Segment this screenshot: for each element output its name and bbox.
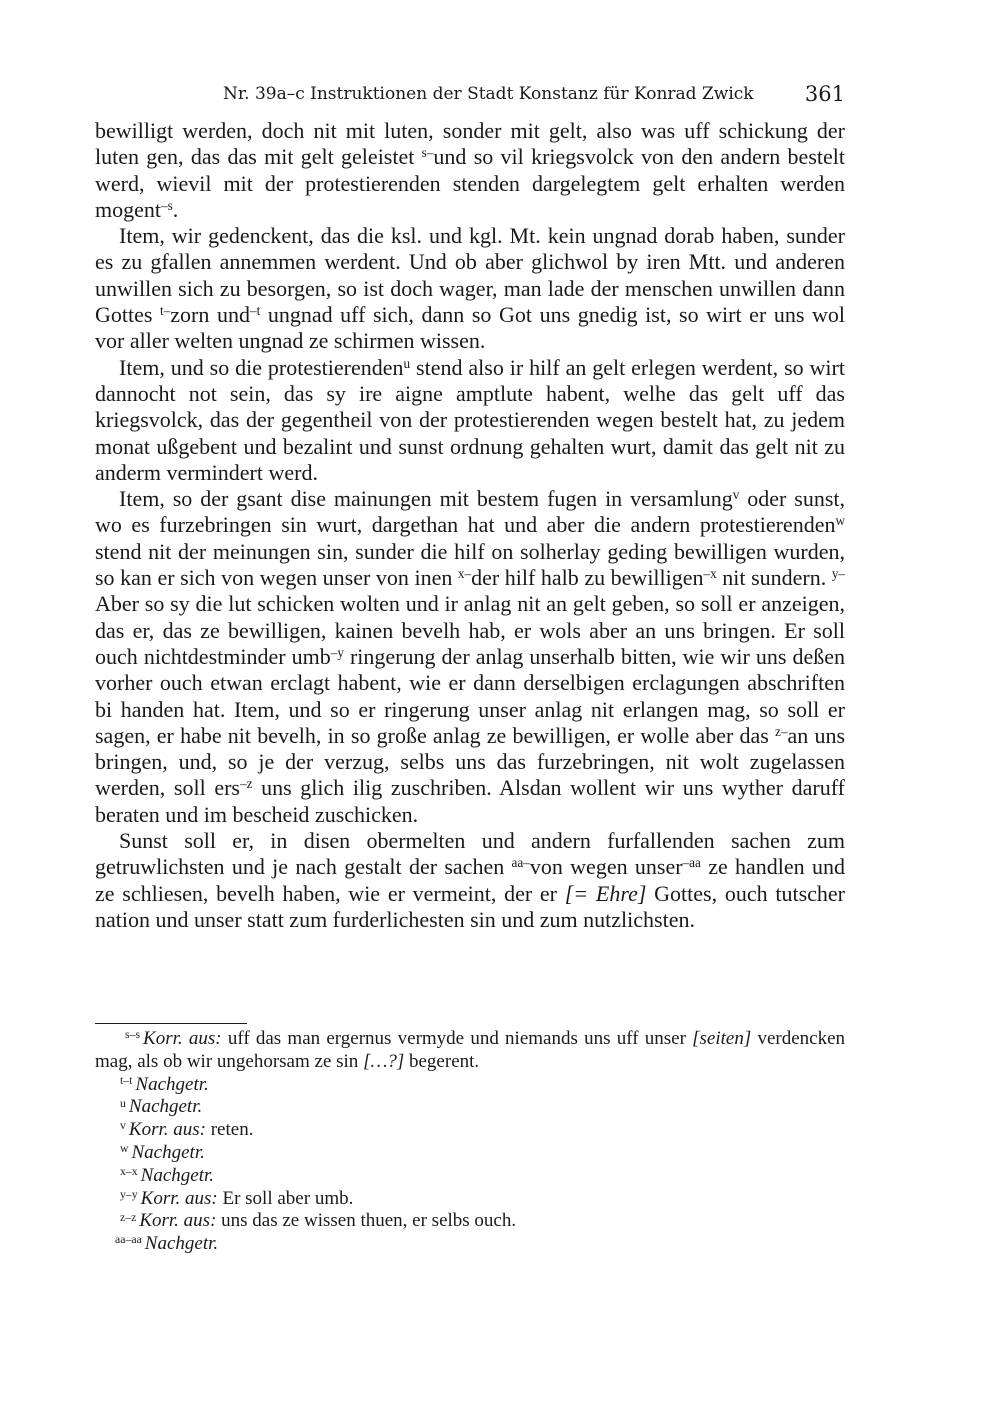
footnote-ref: –s	[161, 197, 173, 213]
footnote-ref: –aa	[682, 855, 701, 871]
footnote-text: begerent.	[404, 1050, 480, 1072]
footnote	[95, 1028, 845, 1074]
text-run: Item, so der gsant dise mainungen mit bestem fugen in versamlung	[119, 486, 733, 512]
editorial-note: […?]	[363, 1050, 405, 1072]
text-run: Item, und so die protestierenden	[119, 354, 404, 380]
footnote	[95, 1210, 845, 1233]
footnote	[95, 1142, 845, 1165]
footnote-ref: –x	[703, 565, 717, 581]
footnote-label: Nachgetr.	[140, 1164, 215, 1186]
paragraph-2	[95, 223, 845, 354]
footnote-label: Nachgetr.	[128, 1096, 203, 1118]
footnote-ref: –t	[249, 302, 261, 318]
text-run: ringerung der anlag unserhalb bitten, wie wir uns deßen vorher ouch etwan erclagt habent, wie er dann derselbigen erclagungen abschriften bi handen hat. Item, und so er ringerung unser anlag nit erlangen mag, so soll er sagen, er habe nit bevelh, in so große anlag ze bewilligen, er wolle aber das	[95, 643, 845, 748]
footnote	[95, 1074, 845, 1097]
text-run: oder sunst, wo es furzebringen sin wurt, dargethan hat und aber die andern protestierenden	[95, 486, 845, 538]
footnote-divider	[95, 1023, 247, 1024]
text-run: stend also ir hilf an gelt erlegen werdent, so wirt dannocht not sein, das sy ire aigne amptlute habent, welhe das gelt uff das kriegsvolck, das der gegentheil von der protestierenden wegen bestelt hat, zu jedem monat ußgebent und bezalint und sunst ordnung gehalten wurt, damit das gelt nit zu anderm vermindert werd.	[95, 354, 845, 485]
footnotes	[95, 1028, 845, 1256]
text-run: nit sundern.	[716, 565, 832, 591]
text-run: ze handlen und ze schliesen, bevelh haben, wie er vermeint, der er	[95, 854, 845, 906]
footnote-ref: z–	[775, 723, 788, 739]
footnote	[95, 1165, 845, 1188]
footnote-label: Nachgetr.	[131, 1141, 205, 1163]
footnote-ref: w	[835, 513, 845, 529]
footnote-ref: u	[403, 355, 411, 371]
footnote-mark: y–y	[120, 1187, 138, 1201]
footnote	[95, 1119, 845, 1142]
running-title: Nr. 39a–c Instruktionen der Stadt Konstanz für Konrad Zwick	[223, 84, 754, 104]
footnote-text: reten.	[205, 1119, 254, 1141]
text-run: zorn und	[170, 302, 250, 328]
footnote-text: uns das ze wissen thuen, er selbs ouch.	[216, 1210, 517, 1232]
footnote-label: Korr. aus:	[128, 1119, 206, 1141]
footnote-mark: s–s	[125, 1028, 141, 1042]
footnote-label: Nachgetr.	[135, 1073, 209, 1095]
body-text	[95, 118, 845, 933]
text-run: Item, wir gedenckent, das die ksl. und kgl. Mt. kein ungnad dorab haben, sunder es zu gfallen annemmen werdent. Und ob aber glichwol by iren Mtt. und anderen unwillen sich zu besorgen, so ist doch wager, man lade der menschen unwillen dann Gottes	[95, 223, 845, 328]
footnote-ref: –z	[239, 776, 253, 792]
text-run: Sunst soll er, in disen obermelten und andern furfallenden sachen zum getruwlichsten und je nach gestalt der sachen	[95, 828, 845, 880]
text-run: uns glich ilig zuschriben. Alsdan wollent wir uns wyther daruff beraten und im bescheid zuschicken.	[95, 775, 846, 827]
footnote-mark: aa–aa	[115, 1233, 142, 1247]
footnote-ref: s–	[421, 145, 434, 161]
text-run: Aber so sy die lut schicken wolten und ir anlag nit an gelt geben, so soll er anzeigen, das er, das ze bewilligen, kainen bevelh hab, er wols aber an uns bringen. Er soll ouch nichtdestminder umb	[95, 591, 845, 669]
footnote-mark: v	[120, 1119, 126, 1133]
footnote-label: Korr. aus:	[139, 1210, 217, 1232]
footnote-ref: t–	[160, 302, 171, 318]
footnote-ref: v	[732, 486, 740, 502]
text-run: von wegen unser	[529, 854, 683, 880]
running-head	[95, 78, 845, 110]
text-run: an uns bringen, und, so je der verzug, selbs uns das furzebringen, nit wolt zugelassen werden, soll ers	[95, 722, 846, 801]
footnote-text: verdencken mag, als ob wir ungehorsam ze sin	[95, 1028, 846, 1072]
footnote-text: uff das man ergernus vermyde und niemands uns uff unser	[221, 1028, 693, 1049]
text-run: der hilf halb zu bewilligen	[471, 565, 704, 591]
footnote-ref: x–	[457, 565, 472, 581]
footnote	[95, 1188, 845, 1211]
footnote-mark: z–z	[120, 1210, 137, 1224]
text-run: und so vil kriegsvolck von den andern bestelt werd, wievil mit der protestierenden stenden dargelegtem gelt erhalten werden mogent	[95, 144, 845, 222]
footnote-mark: x–x	[120, 1164, 138, 1178]
footnote-mark: w	[120, 1142, 129, 1156]
footnote	[95, 1096, 845, 1119]
paragraph-3	[95, 355, 845, 486]
footnote-text: Er soll aber umb.	[217, 1187, 354, 1209]
page-number: 361	[804, 82, 845, 106]
footnote-ref: aa–	[511, 855, 530, 871]
editorial-note: [= Ehre]	[564, 880, 647, 906]
footnote-label: Nachgetr.	[144, 1233, 219, 1255]
text-run: bewilligt werden, doch nit mit luten, sonder mit gelt, also was uff schickung der luten gen, das das mit gelt geleistet	[95, 118, 845, 170]
text-run: stend nit der meinungen sin, sunder die hilf on solherlay geding bewilligen wurden, so kan er sich von wegen unser von inen	[95, 538, 845, 591]
paragraph-1	[95, 118, 845, 223]
text-run: .	[172, 196, 179, 222]
paragraph-4	[95, 486, 845, 828]
text-run: Gottes, ouch tutscher nation und unser statt zum furderlichesten sin und zum nutzlichsten.	[95, 880, 845, 932]
footnote-ref: –y	[330, 644, 344, 660]
footnote	[95, 1233, 845, 1256]
paragraph-5	[95, 828, 845, 933]
editorial-note: [seiten]	[692, 1028, 752, 1049]
footnote-mark: u	[120, 1096, 126, 1110]
text-run: ungnad uff sich, dann so Got uns gnedig ist, so wirt er uns wol vor aller welten ungnad ze schirmen wissen.	[95, 302, 845, 354]
footnote-mark: t–t	[120, 1073, 133, 1087]
footnote-ref: y–	[831, 565, 845, 581]
footnote-label: Korr. aus:	[140, 1187, 218, 1209]
footnote-label: Korr. aus:	[143, 1028, 222, 1049]
